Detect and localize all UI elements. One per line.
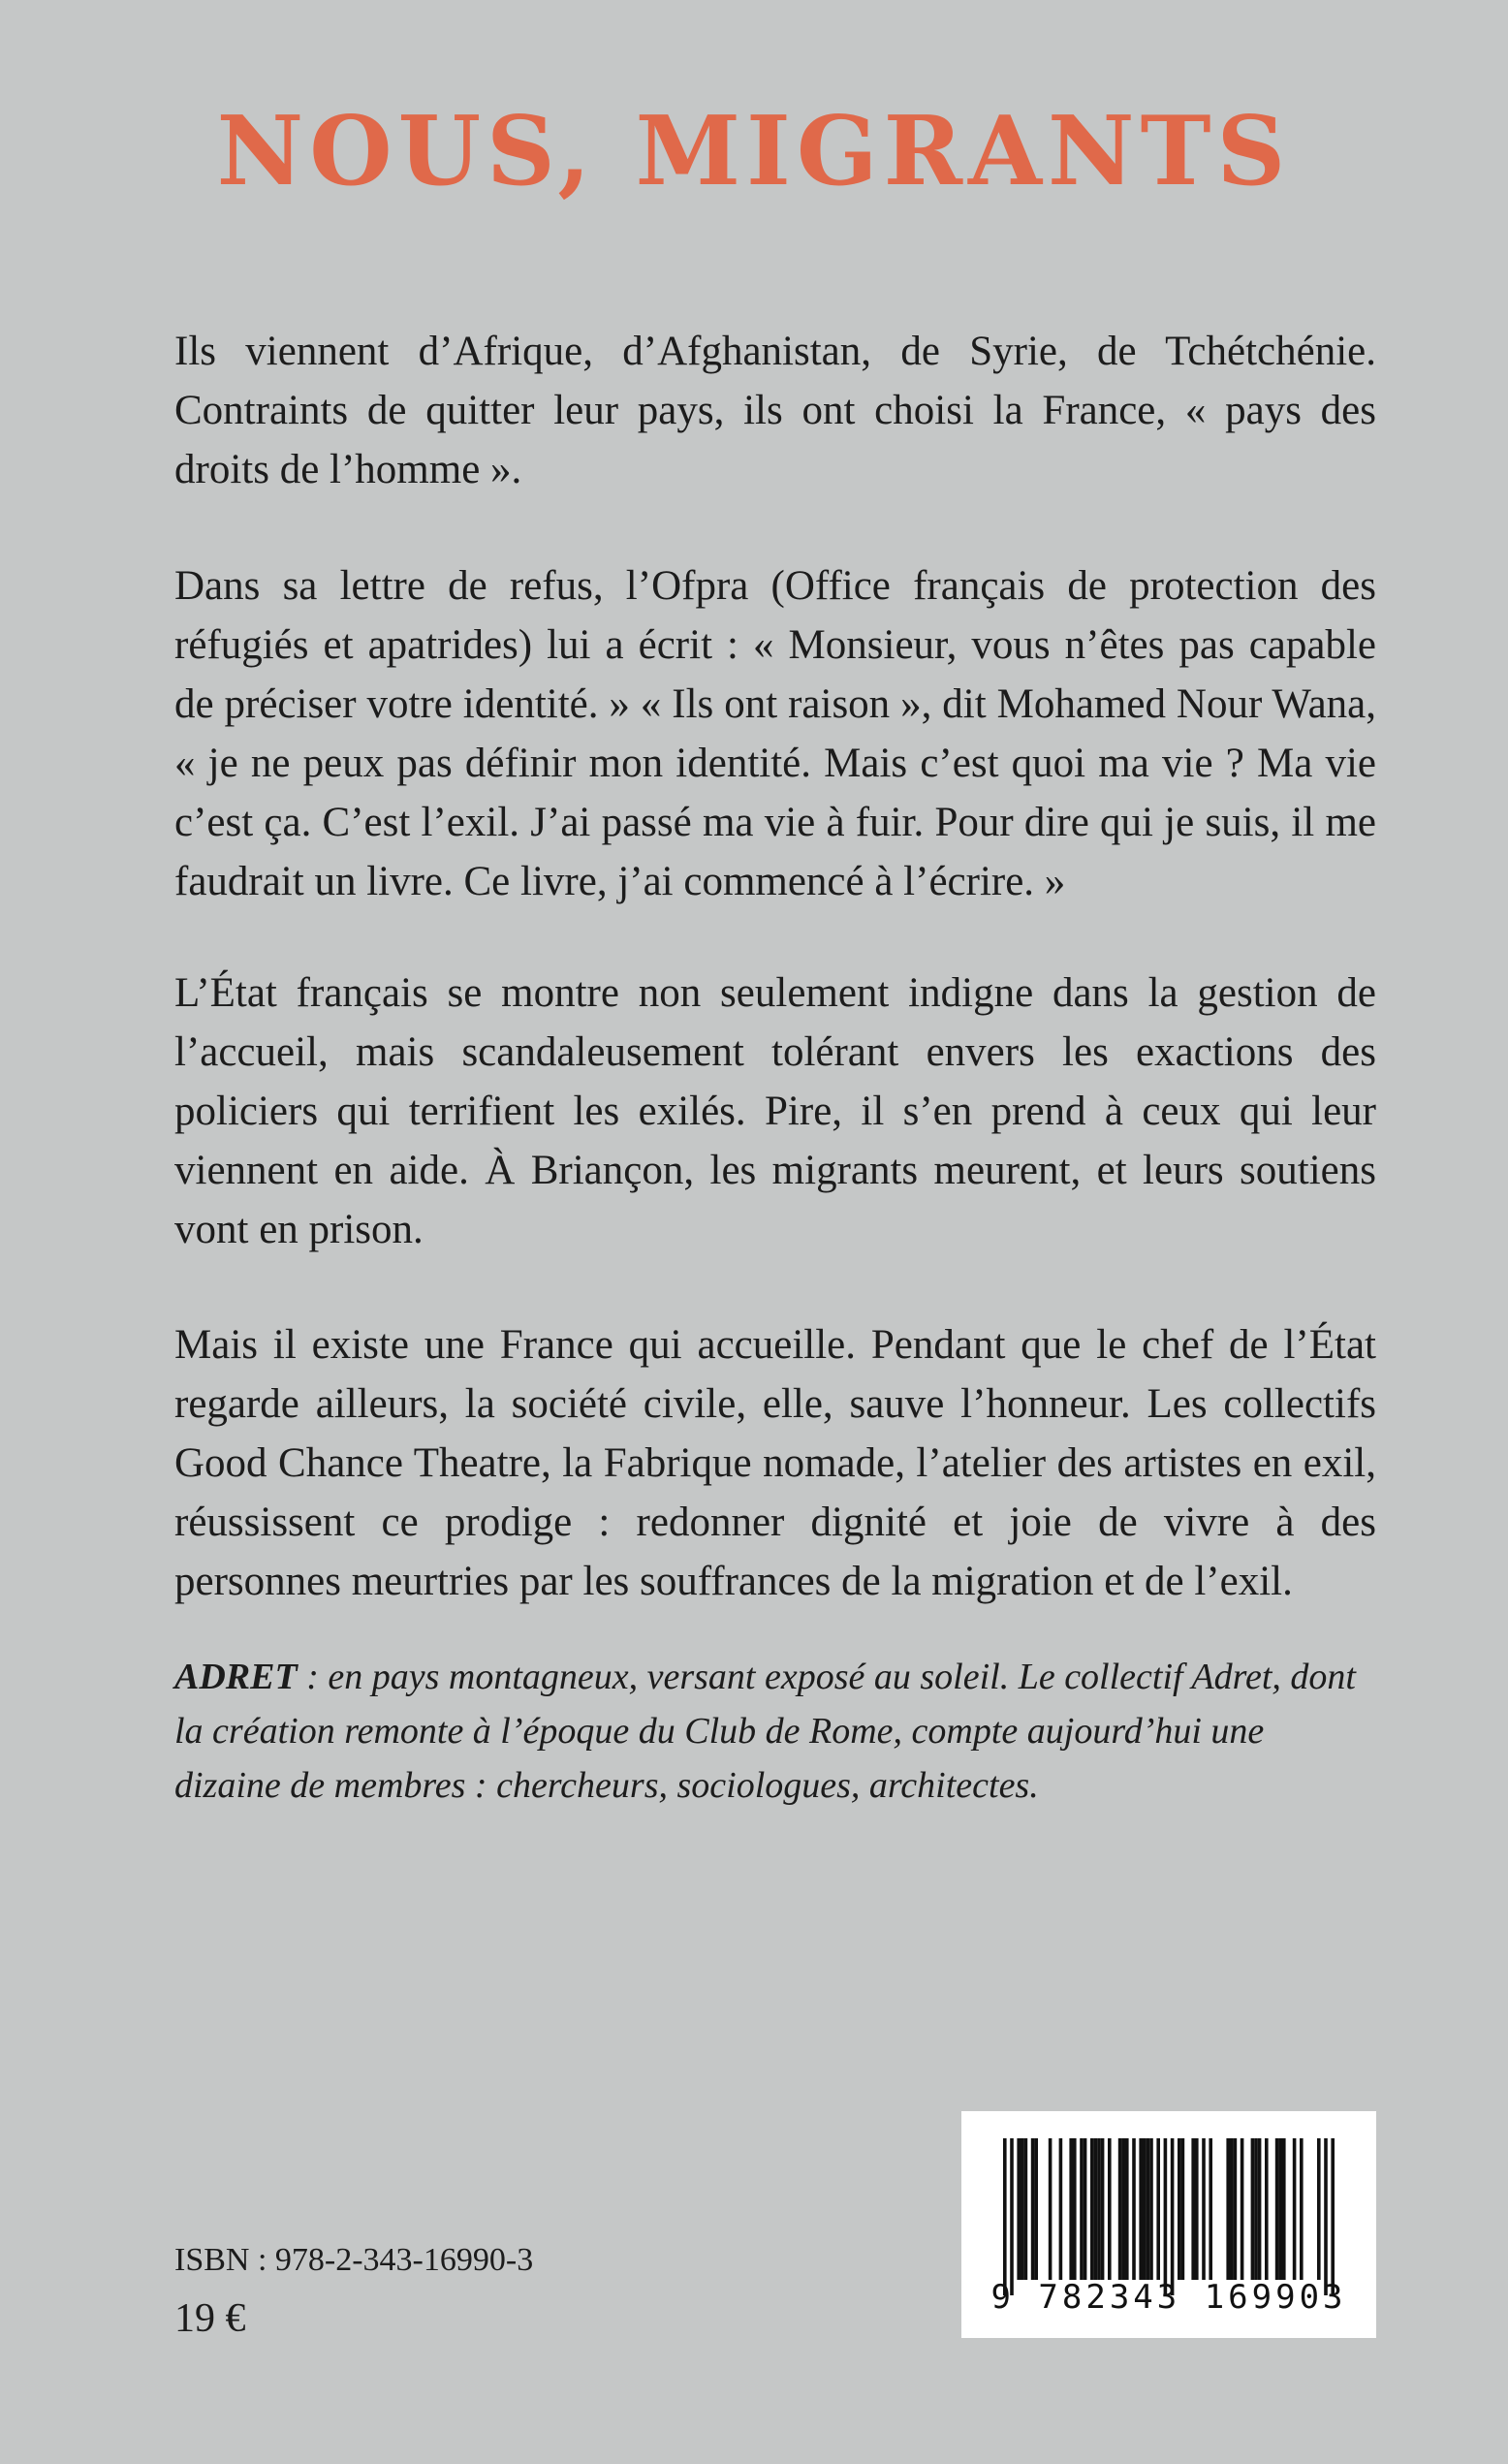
author-note — [174, 1650, 1376, 1813]
barcode-bar — [1275, 2138, 1279, 2280]
barcode — [961, 2111, 1376, 2338]
barcode-bar — [1017, 2138, 1021, 2280]
barcode-bar — [1258, 2138, 1262, 2280]
barcode-bar — [1021, 2138, 1024, 2280]
barcode-bar — [1331, 2138, 1335, 2295]
barcode-bar — [1226, 2138, 1230, 2280]
barcode-bar — [1080, 2138, 1084, 2280]
barcode-bar — [1317, 2138, 1321, 2280]
barcode-bar — [1094, 2138, 1098, 2280]
isbn: ISBN : 978-2-343-16990-3 — [174, 2242, 534, 2278]
barcode-bar — [1090, 2138, 1094, 2280]
barcode-bar — [1265, 2138, 1269, 2280]
barcode-bar — [1003, 2138, 1007, 2295]
barcode-bar — [1293, 2138, 1297, 2280]
barcode-bar — [1202, 2138, 1206, 2280]
barcode-bar — [1195, 2138, 1199, 2280]
barcode-bar — [1282, 2138, 1286, 2280]
paragraph-2: Dans sa lettre de refus, l’Ofpra (Office français de protection des réfugiés et apatrides) lui a écrit : « Monsieur, vous n’êtes pas capable de préciser votre identité. » « Ils ont raison », dit Mohamed Nour Wana, « je ne peux pas définir mon identité. Mais c’est quoi ma vie ? Ma vie c’est ça. C’est l’exil. J’ai passé ma vie à fuir. Pour dire qui je suis, il me faudrait un livre. Ce livre, j’ai commencé à l’écrire. » — [174, 563, 1376, 904]
author-description: : en pays montagneux, versant exposé au soleil. Le collectif Adret, dont la création remonte à l’époque du Club de Rome, compte aujourd’hui une dizaine de membres : chercheurs, sociologues, architectes. — [174, 1657, 1356, 1806]
barcode-bar — [1125, 2138, 1129, 2280]
barcode-bar — [1084, 2138, 1087, 2280]
paragraph-3: L’État français se montre non seulement indigne dans la gestion de l’accueil, mais scandaleusement tolérant envers les exactions des policiers qui terrifient les exilés. Pire, il s’en prend à ceux qui leur viennent en aide. À Briançon, les migrants meurent, et leurs soutiens vont en prison. — [174, 970, 1376, 1252]
barcode-bar — [1101, 2138, 1105, 2280]
barcode-bar — [1118, 2138, 1122, 2280]
barcode-bar — [1147, 2138, 1150, 2280]
barcode-bar — [1234, 2138, 1238, 2280]
barcode-bar — [1149, 2138, 1153, 2280]
barcode-bar — [1251, 2138, 1255, 2280]
author-name: ADRET — [174, 1657, 298, 1697]
paragraph-4: Mais il existe une France qui accueille. Pendant que le chef de l’État regarde ailleurs, la société civile, elle, sauve l’honneur. Les collectifs Good Chance Theatre, la Fabrique nomade, l’atelier des artistes en exil, réussissent ce prodige : redonner dignité et joie de vivre à des personnes meurtries par les souffrances de la migration et de l’exil. — [174, 1322, 1376, 1604]
barcode-bar — [1143, 2138, 1147, 2280]
barcode-bar — [1300, 2138, 1304, 2280]
book-title: NOUS, MIGRANTS — [216, 96, 1292, 207]
barcode-bar — [1181, 2138, 1185, 2280]
barcode-bar — [1132, 2138, 1136, 2280]
barcode-bar — [1241, 2138, 1244, 2280]
barcode-bar — [1209, 2138, 1212, 2280]
barcode-bar — [1024, 2138, 1028, 2280]
barcode-bar — [1139, 2138, 1143, 2280]
barcode-bar — [1097, 2138, 1101, 2280]
barcode-bar — [1164, 2138, 1168, 2295]
barcode-bar — [1069, 2138, 1073, 2280]
barcode-bar — [1010, 2138, 1014, 2295]
barcode-bar — [1324, 2138, 1328, 2295]
barcode-bar — [1073, 2138, 1077, 2280]
barcode-bar — [1156, 2138, 1160, 2280]
price: 19 € — [174, 2296, 246, 2341]
barcode-bar — [1278, 2138, 1282, 2280]
barcode-bar — [1034, 2138, 1038, 2280]
barcode-bar — [1049, 2138, 1052, 2280]
barcode-bar — [1059, 2138, 1063, 2280]
paragraph-1: Ils viennent d’Afrique, d’Afghanistan, de Syrie, de Tchétchénie. Contraints de quitter leur pays, ils ont choisi la France, « pays des droits de l’homme ». — [174, 329, 1376, 492]
barcode-bar — [1191, 2138, 1195, 2280]
barcode-bar — [1171, 2138, 1175, 2295]
barcode-bar — [1254, 2138, 1258, 2280]
barcode-bar — [1178, 2138, 1181, 2280]
barcode-number: 9 782343 169903 — [990, 2278, 1347, 2317]
barcode-bar — [1031, 2138, 1035, 2280]
barcode-bar — [1230, 2138, 1234, 2280]
barcode-bar — [1121, 2138, 1125, 2280]
barcode-bar — [1108, 2138, 1112, 2280]
